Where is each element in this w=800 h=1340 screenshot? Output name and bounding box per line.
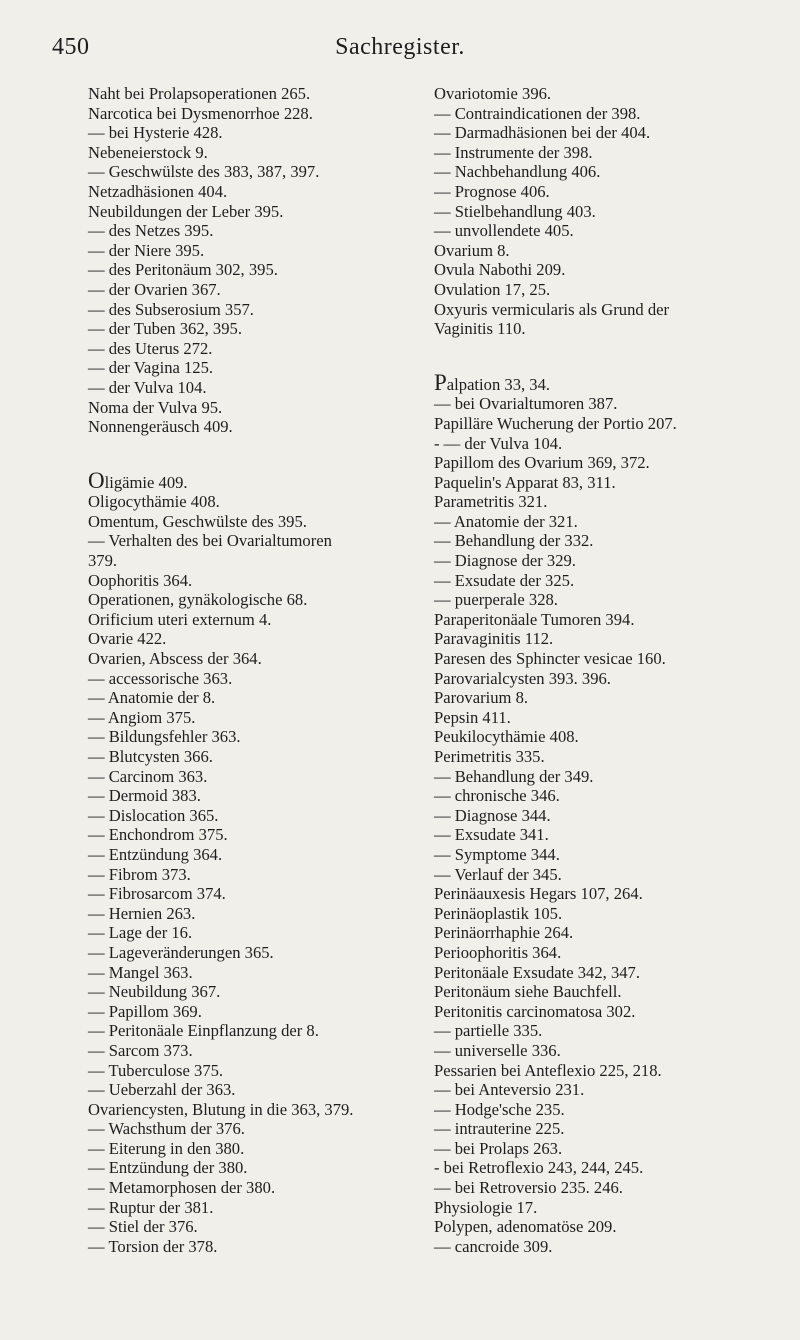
index-entry: — Enchondrom 375.	[88, 825, 228, 845]
index-entry: Paravaginitis 112.	[434, 629, 554, 649]
index-entry: — Sarcom 373.	[88, 1040, 193, 1060]
index-entry: Narcotica bei Dysmenorrhoe 228.	[88, 103, 313, 123]
index-entry: — Angiom 375.	[88, 707, 196, 727]
index-entry: — Bildungsfehler 363.	[88, 727, 241, 747]
index-entry: Oophoritis 364.	[88, 570, 193, 590]
index-entry: — Eiterung in den 380.	[88, 1138, 245, 1158]
index-entry: Polypen, adenomatöse 209.	[434, 1217, 617, 1237]
left-index-block-n	[88, 84, 423, 437]
index-entry: — Blutcysten 366.	[88, 747, 213, 766]
index-entry: Netzadhäsionen 404.	[88, 181, 228, 201]
left-column	[88, 84, 423, 1256]
index-entry-section-start	[434, 369, 774, 395]
right-column	[434, 84, 774, 1256]
index-entry: Perinäoplastik 105.	[434, 903, 563, 923]
index-entry-section-start	[88, 467, 423, 493]
index-entry: Paquelin's Apparat 83, 311.	[434, 472, 616, 492]
index-entry: 379.	[88, 551, 118, 571]
index-entry: Perioophoritis 364.	[434, 942, 562, 962]
index-entry: — Ueberzahl der 363.	[88, 1080, 236, 1100]
section-initial: P	[434, 369, 447, 395]
index-entry: — Metamorphosen der 380.	[88, 1178, 276, 1198]
index-entry: — puerperale 328.	[434, 590, 558, 610]
index-entry: — accessorische 363.	[88, 668, 233, 688]
index-entry: — Instrumente der 398.	[434, 142, 593, 162]
index-entry: — Fibrosarcom 374.	[88, 884, 226, 904]
index-entry: Perinäorrhaphie 264.	[434, 923, 574, 943]
index-entry: — Wachsthum der 376.	[88, 1119, 245, 1139]
index-entry: Orificium uteri externum 4.	[88, 609, 272, 629]
index-entry: — Verhalten des bei Ovarialtumoren	[88, 531, 332, 551]
index-entry: Oligocythämie 408.	[88, 492, 220, 512]
index-entry: — Diagnose 344.	[434, 805, 551, 825]
index-entry: Omentum, Geschwülste des 395.	[88, 511, 307, 531]
index-entry: — der Ovarien 367.	[88, 279, 221, 299]
index-entry: Ovariotomie 396.	[434, 84, 552, 103]
index-entry: — Darmadhäsionen bei der 404.	[434, 123, 651, 143]
index-entry: — intrauterine 225.	[434, 1119, 565, 1139]
index-entry: — Papillom 369.	[88, 1001, 202, 1021]
right-index-block-p	[434, 394, 774, 1256]
index-entry: — Symptome 344.	[434, 844, 560, 864]
index-entry: — bei Ovarialtumoren 387.	[434, 394, 618, 414]
index-entry: — Behandlung der 349.	[434, 766, 594, 786]
right-index-block-o	[434, 84, 774, 339]
index-entry: — Peritonäale Einpflanzung der 8.	[88, 1021, 319, 1041]
index-entry: Pepsin 411.	[434, 707, 511, 727]
index-entry: — Prognose 406.	[434, 181, 550, 201]
index-entry: — Geschwülste des 383, 387, 397.	[88, 162, 320, 182]
index-entry: — Neubildung 367.	[88, 982, 221, 1002]
index-entry: — bei Anteversio 231.	[434, 1080, 585, 1100]
index-entry: — Ruptur der 381.	[88, 1197, 214, 1217]
index-entry: — Entzündung 364.	[88, 844, 223, 864]
index-entry: — Anatomie der 8.	[88, 688, 216, 708]
entry-rest: alpation 33, 34.	[446, 374, 551, 394]
index-entry: — Tuberculose 375.	[88, 1060, 224, 1080]
index-entry: — Exsudate 341.	[434, 825, 549, 845]
index-entry: Ovulation 17, 25.	[434, 279, 551, 299]
index-entry: — bei Prolaps 263.	[434, 1138, 563, 1158]
section-gap	[434, 339, 774, 373]
index-entry: Operationen, gynäkologische 68.	[88, 590, 308, 610]
index-entry: — Exsudate der 325.	[434, 570, 575, 590]
page-header	[0, 32, 800, 62]
index-entry: Papilläre Wucherung der Portio 207.	[434, 413, 677, 433]
index-entry: — chronische 346.	[434, 786, 560, 806]
index-entry: Peritonitis carcinomatosa 302.	[434, 1001, 636, 1021]
index-entry: Noma der Vulva 95.	[88, 397, 223, 417]
index-entry: Ovarien, Abscess der 364.	[88, 649, 262, 669]
index-entry: — Anatomie der 321.	[434, 511, 578, 531]
index-entry: — Dislocation 365.	[88, 805, 219, 825]
index-entry: — Contraindicationen der 398.	[434, 103, 641, 123]
index-entry: Vaginitis 110.	[434, 319, 526, 339]
index-entry: — universelle 336.	[434, 1040, 561, 1060]
index-entry: — bei Hysterie 428.	[88, 123, 223, 143]
index-entry: Physiologie 17.	[434, 1197, 538, 1217]
index-entry: Perinäauxesis Hegars 107, 264.	[434, 884, 643, 904]
index-entry: Peukilocythämie 408.	[434, 727, 579, 747]
index-entry: — Carcinom 363.	[88, 766, 208, 786]
index-entry: Ovula Nabothi 209.	[434, 260, 566, 280]
index-entry: — Verlauf der 345.	[434, 864, 562, 884]
index-entry: Pessarien bei Anteflexio 225, 218.	[434, 1060, 662, 1080]
index-entry: — Lageveränderungen 365.	[88, 942, 274, 962]
index-entry: — der Tuben 362, 395.	[88, 319, 242, 339]
index-entry: Peritonäum siehe Bauchfell.	[434, 982, 622, 1002]
index-entry: Parametritis 321.	[434, 492, 548, 512]
index-entry: Peritonäale Exsudate 342, 347.	[434, 962, 640, 982]
index-entry: — unvollendete 405.	[434, 221, 574, 241]
section-initial: O	[88, 467, 105, 493]
index-entry: — Torsion der 378.	[88, 1236, 218, 1256]
index-entry: — des Uterus 272.	[88, 338, 213, 358]
index-entry: Nonnengeräusch 409.	[88, 417, 233, 437]
index-entry: Perimetritis 335.	[434, 747, 545, 766]
index-entry: — Dermoid 383.	[88, 786, 201, 806]
index-entry: — Fibrom 373.	[88, 864, 191, 884]
index-entry: — cancroide 309.	[434, 1236, 553, 1256]
index-entry: — der Vagina 125.	[88, 358, 214, 378]
index-entry: Papillom des Ovarium 369, 372.	[434, 453, 650, 473]
page-number: 450	[52, 34, 90, 60]
index-entry: — der Niere 395.	[88, 240, 205, 260]
index-entry: Ovarie 422.	[88, 629, 167, 649]
page-title: Sachregister.	[335, 34, 465, 60]
index-entry: — des Peritonäum 302, 395.	[88, 260, 278, 280]
index-entry: — des Netzes 395.	[88, 221, 214, 241]
left-index-block-o	[88, 492, 423, 1256]
index-entry: — Mangel 363.	[88, 962, 193, 982]
index-entry: - bei Retroflexio 243, 244, 245.	[434, 1158, 644, 1178]
index-entry: — der Vulva 104.	[88, 377, 207, 397]
index-entry: — Diagnose der 329.	[434, 551, 576, 571]
index-entry: — Behandlung der 332.	[434, 531, 594, 551]
index-entry: — Nachbehandlung 406.	[434, 162, 601, 182]
index-entry: — des Subserosium 357.	[88, 299, 254, 319]
index-entry: — Stielbehandlung 403.	[434, 201, 596, 221]
entry-rest: ligämie 409.	[104, 472, 188, 492]
index-entry: — Lage der 16.	[88, 923, 193, 943]
index-entry: - — der Vulva 104.	[434, 433, 563, 453]
index-entry: — partielle 335.	[434, 1021, 543, 1041]
index-entry: Oxyuris vermicularis als Grund der	[434, 299, 670, 319]
index-entry: Parovarium 8.	[434, 688, 529, 708]
index-entry: Paresen des Sphincter vesicae 160.	[434, 649, 666, 669]
index-entry: — Hodge'sche 235.	[434, 1099, 565, 1119]
index-entry: Nebeneierstock 9.	[88, 142, 208, 162]
index-entry: — Entzündung der 380.	[88, 1158, 248, 1178]
index-entry: Parovarialcysten 393. 396.	[434, 668, 611, 688]
index-entry: — Stiel der 376.	[88, 1217, 198, 1237]
index-entry: — bei Retroversio 235. 246.	[434, 1178, 623, 1198]
index-entry: Ovarium 8.	[434, 240, 510, 260]
index-entry: — Hernien 263.	[88, 903, 196, 923]
index-entry: Ovariencysten, Blutung in die 363, 379.	[88, 1099, 354, 1119]
section-gap	[88, 437, 423, 471]
index-entry: Paraperitonäale Tumoren 394.	[434, 609, 635, 629]
index-entry: Naht bei Prolapsoperationen 265.	[88, 84, 311, 103]
index-entry: Neubildungen der Leber 395.	[88, 201, 284, 221]
